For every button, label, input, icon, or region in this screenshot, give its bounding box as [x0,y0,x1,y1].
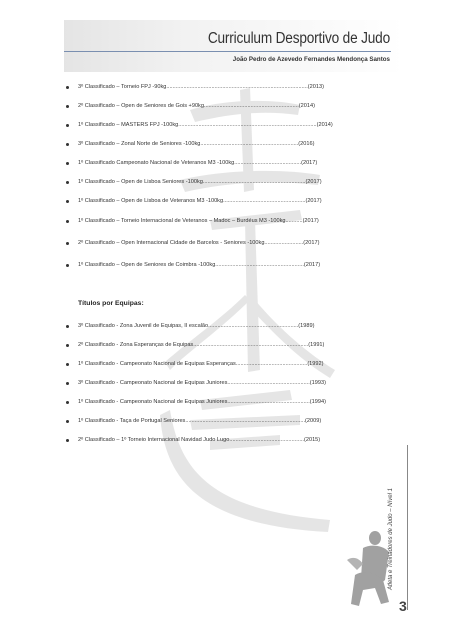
side-footer [390,440,410,600]
bullet [66,220,69,223]
document-title: Curriculum Desportivo de Judo [207,30,390,47]
list-item [66,141,376,151]
footer-side-text: Atleta e Treinadores de Judo – Nível 1 [388,488,394,590]
bullet [66,162,69,165]
bullet [66,105,69,108]
bullet [66,264,69,267]
list-item [66,380,376,390]
bullet [66,344,69,347]
bullet [66,439,69,442]
list-item [66,399,376,409]
list-item-text: 3º Classificado – Torneio FPJ -90kg...........................................................................................(2013) [78,84,324,90]
list-item-text: 1º Classificado – MASTERS FPJ -100kg.........................................................................................(2014) [78,122,333,128]
list-item [66,240,376,250]
bullet [66,181,69,184]
bullet [66,143,69,146]
list-item [66,262,376,272]
list-item [66,160,376,170]
bullet [66,382,69,385]
document-author: João Pedro de Azevedo Fernandes Mendonça Santos [232,56,390,63]
list-item-text: 1º Classificado – Torneio Internacional de Veteranos – Madoc – Burdéus M3 -100kg...........(2017) [78,218,319,224]
header-divider [64,51,391,52]
list-item-text: 2º Classificado – 1º Torneio Internacional Navidad Judo Lugo................................................(2015) [78,437,321,443]
list-item [66,342,376,352]
list-item-text: 1º Classificado - Taça de Portugal Seniores.............................................................................(2009) [78,418,322,424]
list-item [66,84,376,94]
list-item [66,437,376,447]
list-item [66,218,376,228]
bullet [66,325,69,328]
list-item-text: 1º Classificado Campeonato Nacional de Veteranos M3 -100kg...........................................(2017) [78,160,318,166]
list-item [66,323,376,333]
page-number: 3 [399,598,407,614]
list-item-text: 1º Classificado - Campeonato Nacional de Equipas Esperanças..............................................(1992) [78,361,324,367]
list-item-text: 3º Classificado – Zonal Norte de Seniores -100kg...............................................................(2016) [78,141,315,147]
bullet [66,401,69,404]
bullet [66,420,69,423]
list-item-text: 1º Classificado – Open de Lisboa de Veteranos M3 -100kg.....................................................(2017) [78,198,322,204]
list-item-text: 1º Classificado – Open de Lisboa Seniores -100kg..................................................................(2017) [78,179,322,185]
list-item [66,361,376,371]
list-item-text: 3º Classificado - Campeonato Nacional de Equipas Juniores.....................................................(1993) [78,380,326,386]
list-item [66,418,376,428]
bullet [66,124,69,127]
bullet [66,363,69,366]
list-item [66,103,376,113]
bullet [66,200,69,203]
team-titles-heading: Títulos por Equipas: [78,300,144,307]
list-item-text: 3º Classificado - Zona Juvenil de Equipas, II escalão..........................................................(1989) [78,323,315,329]
bullet [66,242,69,245]
list-item [66,179,376,189]
list-item-text: 2º Classificado - Zona Esperanças de Equipas..........................................................................(1991) [78,342,325,348]
list-item [66,122,376,132]
list-item-text: 1º Classificado – Open de Seniores de Coimbra -100kg.........................................................(2017) [78,262,321,268]
list-item-text: 1º Classificado - Campeonato Nacional de Equipas Juniores.....................................................(1994) [78,399,326,405]
bullet [66,86,69,89]
list-item-text: 2º Classificado – Open Internacional Cidade de Barcelos - Seniores -100kg.........................(2017) [78,240,320,246]
list-item-text: 2º Classificado – Open de Seniores de Gois +90kg.............................................................(2014) [78,103,315,109]
list-item [66,198,376,208]
